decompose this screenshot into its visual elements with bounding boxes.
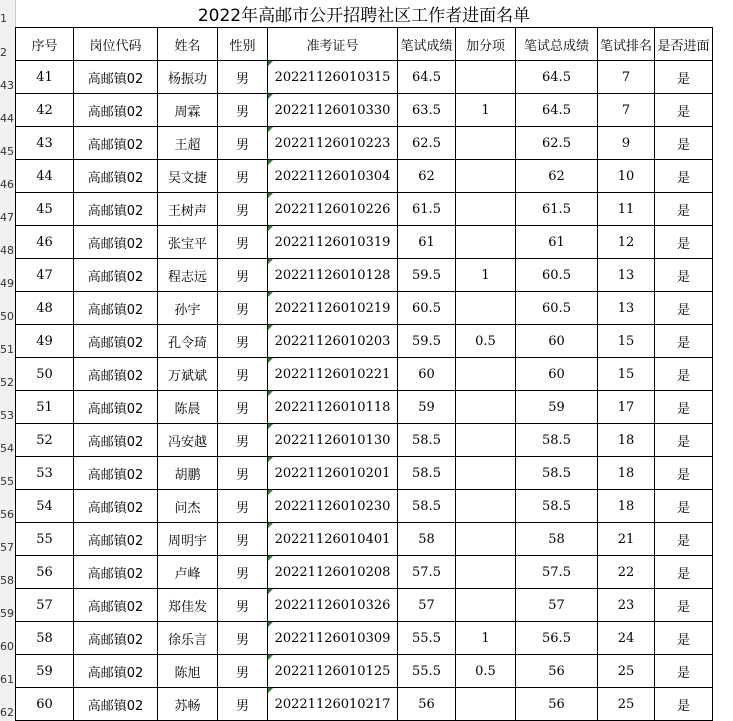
cell-gender[interactable]: 男 (218, 523, 268, 556)
header-bonus[interactable]: 加分项 (456, 28, 516, 61)
header-name[interactable]: 姓名 (158, 28, 218, 61)
cell-total-score[interactable]: 56.5 (516, 622, 598, 655)
cell-name[interactable]: 孙宇 (158, 292, 218, 325)
table-row (16, 391, 713, 424)
cell-name[interactable]: 张宝平 (158, 226, 218, 259)
cell-ticket-no[interactable]: 20221126010203 (268, 325, 398, 358)
header-written-score[interactable]: 笔试成绩 (398, 28, 456, 61)
cell-gender[interactable]: 男 (218, 292, 268, 325)
cell-total-score[interactable]: 59 (516, 391, 598, 424)
cell-bonus[interactable] (456, 523, 516, 556)
cell-bonus[interactable] (456, 127, 516, 160)
cell-interview[interactable]: 是 (655, 160, 713, 193)
table-row (16, 193, 713, 226)
header-ticket-no[interactable]: 准考证号 (268, 28, 398, 61)
row-number[interactable]: 46 (0, 178, 14, 191)
cell-gender[interactable]: 男 (218, 259, 268, 292)
cell-interview[interactable]: 是 (655, 688, 713, 721)
cell-seq[interactable]: 54 (16, 490, 74, 523)
cell-written-score[interactable]: 64.5 (398, 61, 456, 94)
cell-written-score[interactable]: 62.5 (398, 127, 456, 160)
cell-name[interactable]: 问杰 (158, 490, 218, 523)
cell-total-score[interactable]: 64.5 (516, 61, 598, 94)
row-number[interactable]: 57 (0, 541, 14, 554)
cell-written-score[interactable]: 59 (398, 391, 456, 424)
cell-post-code[interactable]: 高邮镇02 (74, 259, 158, 292)
table-row (16, 160, 713, 193)
cell-rank[interactable]: 9 (598, 127, 655, 160)
cell-post-code[interactable]: 高邮镇02 (74, 61, 158, 94)
cell-rank[interactable]: 21 (598, 523, 655, 556)
row-number[interactable]: 49 (0, 277, 14, 290)
row-number[interactable]: 43 (0, 79, 14, 92)
cell-name[interactable]: 万斌斌 (158, 358, 218, 391)
cell-rank[interactable]: 24 (598, 622, 655, 655)
cell-ticket-no[interactable]: 20221126010309 (268, 622, 398, 655)
cell-interview[interactable]: 是 (655, 457, 713, 490)
cell-interview[interactable]: 是 (655, 193, 713, 226)
cell-interview[interactable]: 是 (655, 556, 713, 589)
cell-post-code[interactable]: 高邮镇02 (74, 358, 158, 391)
cell-total-score[interactable]: 60.5 (516, 292, 598, 325)
table-row (16, 688, 713, 721)
row-number[interactable]: 56 (0, 508, 14, 521)
cell-seq[interactable]: 59 (16, 655, 74, 688)
cell-gender[interactable]: 男 (218, 688, 268, 721)
cell-name[interactable]: 王树声 (158, 193, 218, 226)
cell-interview[interactable]: 是 (655, 226, 713, 259)
cell-gender[interactable]: 男 (218, 655, 268, 688)
cell-name[interactable]: 冯安越 (158, 424, 218, 457)
cell-rank[interactable]: 22 (598, 556, 655, 589)
cell-seq[interactable]: 50 (16, 358, 74, 391)
cell-rank[interactable]: 13 (598, 292, 655, 325)
cell-post-code[interactable]: 高邮镇02 (74, 391, 158, 424)
header-row (16, 28, 713, 61)
cell-gender[interactable]: 男 (218, 622, 268, 655)
cell-written-score[interactable]: 60 (398, 358, 456, 391)
cell-total-score[interactable]: 60.5 (516, 259, 598, 292)
cell-interview[interactable]: 是 (655, 391, 713, 424)
cell-seq[interactable]: 51 (16, 391, 74, 424)
cell-seq[interactable]: 45 (16, 193, 74, 226)
cell-total-score[interactable]: 64.5 (516, 94, 598, 127)
cell-interview[interactable]: 是 (655, 589, 713, 622)
cell-post-code[interactable]: 高邮镇02 (74, 457, 158, 490)
row-header-column[interactable] (0, 0, 16, 721)
cell-interview[interactable]: 是 (655, 523, 713, 556)
cell-ticket-no[interactable]: 20221126010219 (268, 292, 398, 325)
cell-seq[interactable]: 47 (16, 259, 74, 292)
row-number[interactable]: 48 (0, 244, 14, 257)
cell-bonus[interactable]: 1 (456, 259, 516, 292)
cell-ticket-no[interactable]: 20221126010223 (268, 127, 398, 160)
row-number[interactable]: 55 (0, 475, 14, 488)
cell-written-score[interactable]: 58.5 (398, 457, 456, 490)
cell-rank[interactable]: 12 (598, 226, 655, 259)
cell-gender[interactable]: 男 (218, 226, 268, 259)
cell-written-score[interactable]: 58.5 (398, 424, 456, 457)
cell-ticket-no[interactable]: 20221126010208 (268, 556, 398, 589)
cell-name[interactable]: 陈晨 (158, 391, 218, 424)
cell-ticket-no[interactable]: 20221126010221 (268, 358, 398, 391)
cell-interview[interactable]: 是 (655, 490, 713, 523)
cell-interview[interactable]: 是 (655, 292, 713, 325)
cell-bonus[interactable] (456, 424, 516, 457)
cell-written-score[interactable]: 62 (398, 160, 456, 193)
cell-ticket-no[interactable]: 20221126010201 (268, 457, 398, 490)
cell-written-score[interactable]: 60.5 (398, 292, 456, 325)
table-row (16, 259, 713, 292)
cell-seq[interactable]: 46 (16, 226, 74, 259)
cell-name[interactable]: 王超 (158, 127, 218, 160)
cell-rank[interactable]: 18 (598, 490, 655, 523)
row-number[interactable]: 45 (0, 145, 14, 158)
row-number[interactable]: 54 (0, 442, 14, 455)
table-row (16, 358, 713, 391)
cell-bonus[interactable] (456, 358, 516, 391)
cell-rank[interactable]: 25 (598, 655, 655, 688)
cell-interview[interactable]: 是 (655, 61, 713, 94)
cell-bonus[interactable] (456, 589, 516, 622)
header-total-score[interactable]: 笔试总成绩 (516, 28, 598, 61)
cell-post-code[interactable]: 高邮镇02 (74, 94, 158, 127)
cell-total-score[interactable]: 62 (516, 160, 598, 193)
cell-gender[interactable]: 男 (218, 61, 268, 94)
cell-gender[interactable]: 男 (218, 556, 268, 589)
row-number[interactable]: 2 (0, 46, 7, 59)
cell-post-code[interactable]: 高邮镇02 (74, 292, 158, 325)
cell-bonus[interactable] (456, 160, 516, 193)
cell-total-score[interactable]: 61 (516, 226, 598, 259)
cell-bonus[interactable]: 0.5 (456, 325, 516, 358)
cell-seq[interactable]: 44 (16, 160, 74, 193)
cell-bonus[interactable] (456, 688, 516, 721)
cell-seq[interactable]: 57 (16, 589, 74, 622)
row-number[interactable]: 60 (0, 640, 14, 653)
table-row (16, 94, 713, 127)
cell-post-code[interactable]: 高邮镇02 (74, 160, 158, 193)
cell-gender[interactable]: 男 (218, 94, 268, 127)
cell-rank[interactable]: 11 (598, 193, 655, 226)
row-number[interactable]: 51 (0, 343, 14, 356)
cell-gender[interactable]: 男 (218, 457, 268, 490)
row-number[interactable]: 52 (0, 376, 14, 389)
cell-post-code[interactable]: 高邮镇02 (74, 325, 158, 358)
cell-interview[interactable]: 是 (655, 127, 713, 160)
cell-post-code[interactable]: 高邮镇02 (74, 226, 158, 259)
cell-bonus[interactable]: 1 (456, 622, 516, 655)
cell-post-code[interactable]: 高邮镇02 (74, 424, 158, 457)
title-row (16, 0, 713, 28)
cell-bonus[interactable] (456, 292, 516, 325)
cell-ticket-no[interactable]: 20221126010230 (268, 490, 398, 523)
cell-ticket-no[interactable]: 20221126010217 (268, 688, 398, 721)
table-row (16, 424, 713, 457)
cell-ticket-no[interactable]: 20221126010326 (268, 589, 398, 622)
table-row (16, 655, 713, 688)
row-number[interactable]: 47 (0, 211, 14, 224)
cell-name[interactable]: 程志远 (158, 259, 218, 292)
header-rank[interactable]: 笔试排名 (598, 28, 655, 61)
cell-ticket-no[interactable]: 20221126010330 (268, 94, 398, 127)
cell-bonus[interactable]: 0.5 (456, 655, 516, 688)
cell-total-score[interactable]: 60 (516, 325, 598, 358)
cell-name[interactable]: 郑佳发 (158, 589, 218, 622)
cell-interview[interactable]: 是 (655, 358, 713, 391)
cell-post-code[interactable]: 高邮镇02 (74, 523, 158, 556)
table-row (16, 61, 713, 94)
cell-bonus[interactable] (456, 490, 516, 523)
cell-seq[interactable]: 49 (16, 325, 74, 358)
cell-name[interactable]: 胡鹏 (158, 457, 218, 490)
header-post-code[interactable]: 岗位代码 (74, 28, 158, 61)
table-row (16, 325, 713, 358)
cell-rank[interactable]: 15 (598, 325, 655, 358)
cell-bonus[interactable] (456, 61, 516, 94)
cell-post-code[interactable]: 高邮镇02 (74, 589, 158, 622)
cell-ticket-no[interactable]: 20221126010319 (268, 226, 398, 259)
cell-bonus[interactable] (456, 391, 516, 424)
cell-interview[interactable]: 是 (655, 259, 713, 292)
cell-written-score[interactable]: 58.5 (398, 490, 456, 523)
cell-rank[interactable]: 23 (598, 589, 655, 622)
table-row (16, 226, 713, 259)
row-number[interactable]: 58 (0, 574, 14, 587)
cell-name[interactable]: 吴文捷 (158, 160, 218, 193)
cell-post-code[interactable]: 高邮镇02 (74, 490, 158, 523)
cell-interview[interactable]: 是 (655, 325, 713, 358)
cell-written-score[interactable]: 55.5 (398, 655, 456, 688)
cell-name[interactable]: 徐乐言 (158, 622, 218, 655)
cell-rank[interactable]: 7 (598, 61, 655, 94)
cell-written-score[interactable]: 61.5 (398, 193, 456, 226)
cell-total-score[interactable]: 61.5 (516, 193, 598, 226)
cell-written-score[interactable]: 56 (398, 688, 456, 721)
cell-written-score[interactable]: 63.5 (398, 94, 456, 127)
cell-total-score[interactable]: 57 (516, 589, 598, 622)
table-row (16, 292, 713, 325)
cell-ticket-no[interactable]: 20221126010125 (268, 655, 398, 688)
cell-interview[interactable]: 是 (655, 655, 713, 688)
cell-total-score[interactable]: 58.5 (516, 424, 598, 457)
row-number[interactable]: 61 (0, 673, 14, 686)
cell-seq[interactable]: 52 (16, 424, 74, 457)
cell-rank[interactable]: 17 (598, 391, 655, 424)
row-number[interactable]: 59 (0, 607, 14, 620)
header-interview[interactable]: 是否进面 (655, 28, 713, 61)
cell-name[interactable]: 孔令琦 (158, 325, 218, 358)
cell-seq[interactable]: 58 (16, 622, 74, 655)
cell-interview[interactable]: 是 (655, 94, 713, 127)
cell-ticket-no[interactable]: 20221126010118 (268, 391, 398, 424)
cell-gender[interactable]: 男 (218, 325, 268, 358)
cell-post-code[interactable]: 高邮镇02 (74, 193, 158, 226)
table-row (16, 556, 713, 589)
cell-total-score[interactable]: 56 (516, 688, 598, 721)
table-row (16, 490, 713, 523)
cell-ticket-no[interactable]: 20221126010128 (268, 259, 398, 292)
cell-written-score[interactable]: 57 (398, 589, 456, 622)
row-number[interactable]: 62 (0, 706, 14, 719)
cell-rank[interactable]: 18 (598, 457, 655, 490)
row-number[interactable]: 44 (0, 112, 14, 125)
sheet-title[interactable]: 2022年高邮市公开招聘社区工作者进面名单 (16, 0, 713, 28)
cell-seq[interactable]: 42 (16, 94, 74, 127)
cell-seq[interactable]: 48 (16, 292, 74, 325)
cell-written-score[interactable]: 57.5 (398, 556, 456, 589)
cell-written-score[interactable]: 59.5 (398, 259, 456, 292)
cell-total-score[interactable]: 58.5 (516, 457, 598, 490)
cell-gender[interactable]: 男 (218, 127, 268, 160)
cell-seq[interactable]: 60 (16, 688, 74, 721)
header-seq[interactable]: 序号 (16, 28, 74, 61)
row-number[interactable]: 1 (0, 12, 7, 25)
cell-post-code[interactable]: 高邮镇02 (74, 622, 158, 655)
table-row (16, 523, 713, 556)
cell-seq[interactable]: 41 (16, 61, 74, 94)
cell-post-code[interactable]: 高邮镇02 (74, 655, 158, 688)
data-table (15, 0, 713, 721)
cell-name[interactable]: 卢峰 (158, 556, 218, 589)
table-row (16, 589, 713, 622)
cell-post-code[interactable]: 高邮镇02 (74, 688, 158, 721)
cell-interview[interactable]: 是 (655, 622, 713, 655)
cell-written-score[interactable]: 58 (398, 523, 456, 556)
cell-written-score[interactable]: 59.5 (398, 325, 456, 358)
cell-bonus[interactable] (456, 226, 516, 259)
cell-total-score[interactable]: 58.5 (516, 490, 598, 523)
cell-ticket-no[interactable]: 20221126010315 (268, 61, 398, 94)
cell-written-score[interactable]: 55.5 (398, 622, 456, 655)
cell-total-score[interactable]: 62.5 (516, 127, 598, 160)
cell-post-code[interactable]: 高邮镇02 (74, 556, 158, 589)
cell-bonus[interactable] (456, 556, 516, 589)
cell-gender[interactable]: 男 (218, 424, 268, 457)
cell-seq[interactable]: 53 (16, 457, 74, 490)
cell-rank[interactable]: 15 (598, 358, 655, 391)
cell-rank[interactable]: 13 (598, 259, 655, 292)
cell-gender[interactable]: 男 (218, 490, 268, 523)
cell-seq[interactable]: 43 (16, 127, 74, 160)
cell-bonus[interactable] (456, 457, 516, 490)
cell-gender[interactable]: 男 (218, 193, 268, 226)
cell-seq[interactable]: 55 (16, 523, 74, 556)
cell-gender[interactable]: 男 (218, 160, 268, 193)
cell-interview[interactable]: 是 (655, 424, 713, 457)
cell-gender[interactable]: 男 (218, 358, 268, 391)
table-row (16, 127, 713, 160)
cell-ticket-no[interactable]: 20221126010304 (268, 160, 398, 193)
cell-rank[interactable]: 25 (598, 688, 655, 721)
cell-name[interactable]: 周霖 (158, 94, 218, 127)
cell-name[interactable]: 杨振功 (158, 61, 218, 94)
row-number[interactable]: 50 (0, 310, 14, 323)
table-row (16, 622, 713, 655)
cell-total-score[interactable]: 60 (516, 358, 598, 391)
cell-bonus[interactable] (456, 193, 516, 226)
cell-name[interactable]: 周明宇 (158, 523, 218, 556)
cell-gender[interactable]: 男 (218, 391, 268, 424)
cell-rank[interactable]: 10 (598, 160, 655, 193)
cell-total-score[interactable]: 58 (516, 523, 598, 556)
cell-post-code[interactable]: 高邮镇02 (74, 127, 158, 160)
cell-rank[interactable]: 18 (598, 424, 655, 457)
cell-rank[interactable]: 7 (598, 94, 655, 127)
row-number[interactable]: 53 (0, 409, 14, 422)
cell-ticket-no[interactable]: 20221126010226 (268, 193, 398, 226)
cell-written-score[interactable]: 61 (398, 226, 456, 259)
cell-ticket-no[interactable]: 20221126010130 (268, 424, 398, 457)
header-gender[interactable]: 性别 (218, 28, 268, 61)
table-row (16, 457, 713, 490)
cell-bonus[interactable]: 1 (456, 94, 516, 127)
cell-total-score[interactable]: 57.5 (516, 556, 598, 589)
cell-name[interactable]: 陈旭 (158, 655, 218, 688)
cell-name[interactable]: 苏畅 (158, 688, 218, 721)
cell-total-score[interactable]: 56 (516, 655, 598, 688)
cell-ticket-no[interactable]: 20221126010401 (268, 523, 398, 556)
cell-gender[interactable]: 男 (218, 589, 268, 622)
cell-seq[interactable]: 56 (16, 556, 74, 589)
